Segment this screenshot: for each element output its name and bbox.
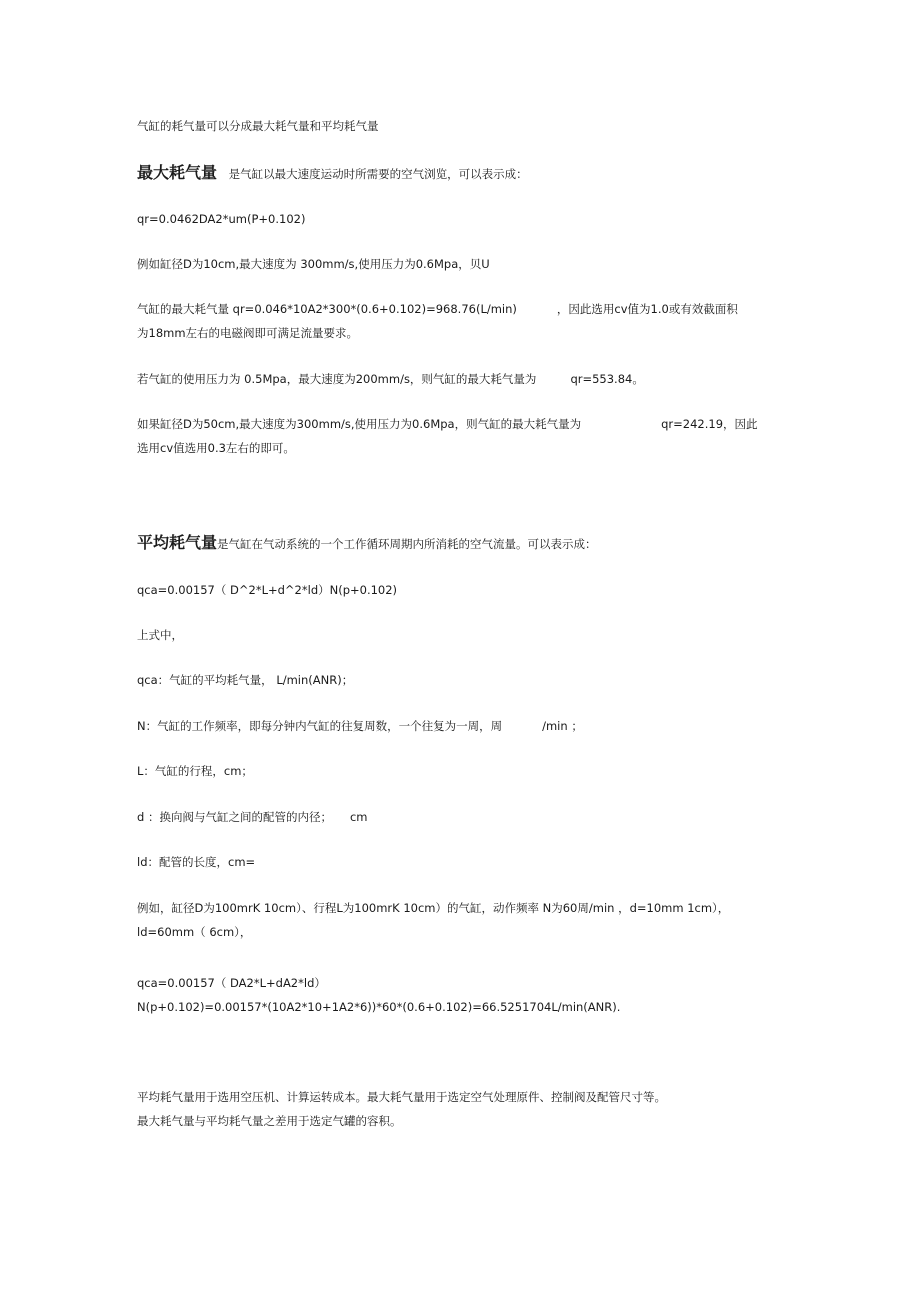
max-calc-conclusion: ，因此选用cv值为1.0或有效截面积 bbox=[556, 302, 738, 316]
intro-line: 气缸的耗气量可以分成最大耗气量和平均耗气量 bbox=[137, 119, 379, 133]
definition-l: L：气缸的行程，cm； bbox=[137, 764, 253, 778]
max-calc-formula: 气缸的最大耗气量 qr=0.046*10A2*300*(0.6+0.102)=968.76(L/min) bbox=[137, 302, 517, 316]
case2-result: qr=553.84。 bbox=[570, 372, 644, 386]
max-formula: qr=0.0462DA2*um(P+0.102) bbox=[137, 212, 306, 226]
where-label: 上式中， bbox=[137, 628, 183, 642]
definition-d bbox=[137, 809, 368, 825]
case3-result: qr=242.19，因此 bbox=[661, 417, 758, 431]
definition-n bbox=[137, 718, 583, 734]
definition-d-unit: cm bbox=[349, 810, 368, 824]
case3-text: 如果缸径D为50cm,最大速度为300mm/s,使用压力为0.6Mpa，则气缸的最大耗气量为 bbox=[137, 417, 582, 431]
definition-n-unit: /min ； bbox=[542, 719, 583, 733]
case3-continuation: 选用cv值选用0.3左右的即可。 bbox=[137, 441, 295, 455]
definition-n-text: N：气缸的工作频率，即每分钟内气缸的往复周数，一个往复为一周，周 bbox=[137, 719, 503, 733]
case2-line bbox=[137, 371, 644, 387]
max-calc-continuation: 为18mm左右的电磁阀即可满足流量要求。 bbox=[137, 326, 359, 340]
avg-formula: qca=0.00157（ D^2*L+d^2*ld）N(p+0.102) bbox=[137, 583, 398, 597]
avg-heading-line bbox=[137, 535, 597, 552]
avg-calc-formula: qca=0.00157（ DA2*L+dA2*ld） bbox=[137, 976, 326, 990]
summary-line-1: 平均耗气量用于选用空压机、计算运转成本。最大耗气量用于选定空气处理原件、控制阀及配管尺寸等。 bbox=[137, 1090, 666, 1104]
definition-ld: ld：配管的长度，cm= bbox=[137, 855, 256, 869]
max-calc-line bbox=[137, 301, 738, 317]
max-example: 例如缸径D为10cm,最大速度为 300mm/s,使用压力为0.6Mpa，贝U bbox=[137, 257, 490, 271]
max-description: 是气缸以最大速度运动时所需要的空气浏览，可以表示成： bbox=[228, 167, 528, 181]
case3-line bbox=[137, 416, 758, 432]
avg-example-continuation: ld=60mm（ 6cm）， bbox=[137, 925, 252, 939]
max-heading: 最大耗气量 bbox=[137, 163, 218, 182]
max-heading-line bbox=[137, 165, 528, 182]
avg-calc-result: N(p+0.102)=0.00157*(10A2*10+1A2*6))*60*(0.6+0.102)=66.5251704L/min(ANR). bbox=[137, 1000, 621, 1014]
avg-description: 是气缸在气动系统的一个工作循环周期内所消耗的空气流量。可以表示成： bbox=[217, 537, 597, 551]
summary-line-2: 最大耗气量与平均耗气量之差用于选定气罐的容积。 bbox=[137, 1114, 402, 1128]
case2-text: 若气缸的使用压力为 0.5Mpa，最大速度为200mm/s，则气缸的最大耗气量为 bbox=[137, 372, 537, 386]
definition-d-text: d ：换向阀与气缸之间的配管的内径； bbox=[137, 810, 332, 824]
avg-example: 例如，缸径D为100mrK 10cm）、行程L为100mrK 10cm）的气缸，动作频率 N为60周/min ，d=10mm 1cm）， bbox=[137, 901, 730, 915]
definition-qca: qca：气缸的平均耗气量， L/min(ANR)； bbox=[137, 673, 354, 687]
avg-heading: 平均耗气量 bbox=[137, 533, 218, 552]
